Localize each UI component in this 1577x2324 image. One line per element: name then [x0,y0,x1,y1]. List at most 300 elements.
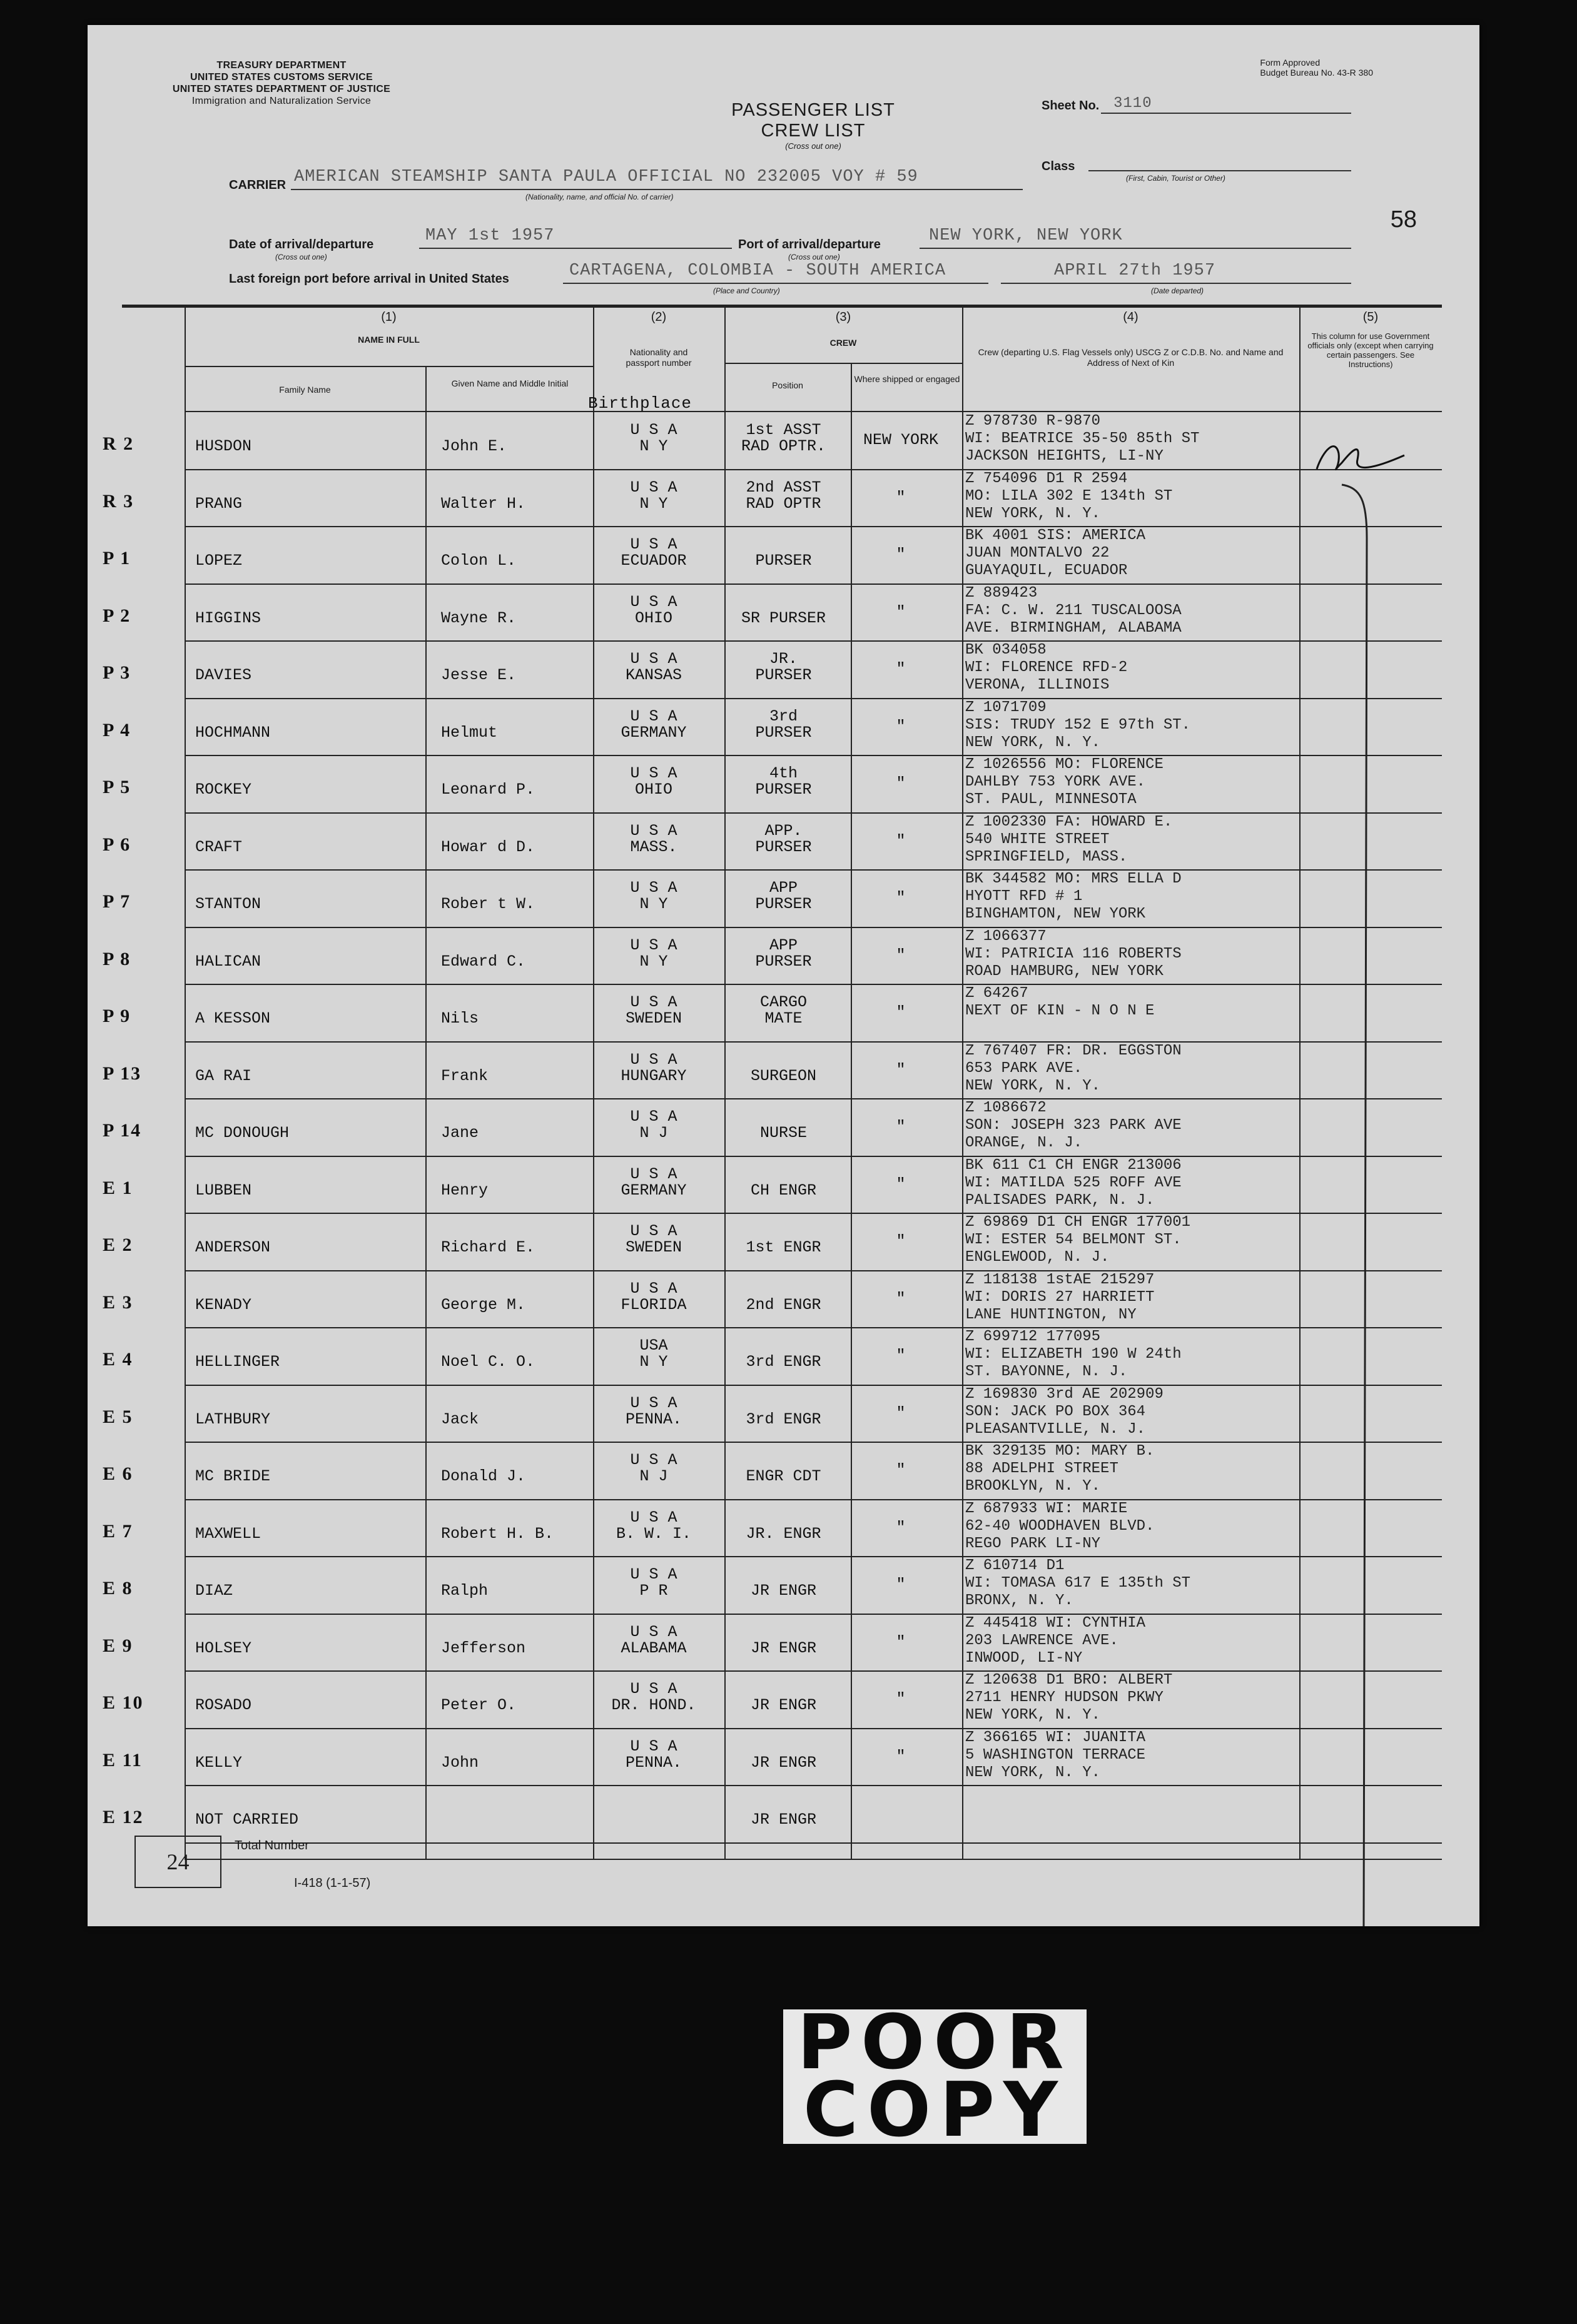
agency-header [138,59,425,107]
cell-kin2: WI: ESTER 54 BELMONT ST. [965,1231,1182,1248]
table-row [88,1043,1479,1100]
cell-ship: " [896,1175,906,1193]
title-crew-list: CREW LIST [761,121,866,141]
cell-given: Jack [441,1410,479,1428]
table-row [88,470,1479,528]
port-value: NEW YORK, NEW YORK [929,226,1123,245]
cell-pos2: NURSE [759,1124,807,1142]
cell-kin3: GUAYAQUIL, ECUADOR [965,562,1128,579]
cell-kin1: Z 1071709 [965,699,1047,716]
row-divider [185,1842,1442,1844]
table-row [88,1557,1479,1615]
date-label: Date of arrival/departure [229,238,374,251]
cell-code: E 7 [103,1520,133,1542]
cell-nat1: U S A [630,1565,677,1584]
cell-pos2: 3rd ENGR [746,1353,821,1371]
cell-given: Wayne R. [441,609,517,627]
cell-kin1: Z 889423 [965,584,1038,602]
table-row [88,1386,1479,1443]
family-name-header: Family Name [279,385,331,395]
cell-family: ANDERSON [195,1238,271,1256]
table-row [88,756,1479,814]
cell-nat2: KANSAS [625,666,682,684]
cell-pos1: 3rd [769,707,798,725]
cell-given: Howar d D. [441,837,535,856]
cell-nat2: N Y [639,1353,668,1371]
cell-nat2: HUNGARY [621,1066,687,1085]
cell-family: DIAZ [195,1582,233,1600]
table-row [88,1443,1479,1500]
cell-pos1: 1st ASST [746,421,821,439]
cell-pos2: JR ENGR [750,1753,817,1772]
cell-family: LOPEZ [195,552,243,570]
cell-given: Robert H. B. [441,1524,554,1543]
cell-ship: " [896,1632,906,1651]
cell-given: Noel C. O. [441,1353,535,1371]
cell-code: E 4 [103,1349,133,1370]
cell-given: Rober t W. [441,895,535,913]
cell-ship: " [896,1232,906,1250]
cell-kin1: Z 1026556 MO: FLORENCE [965,756,1164,773]
cell-given: Richard E. [441,1238,535,1256]
cell-nat1: U S A [630,478,677,497]
col2-title: Nationality and passport number [626,347,692,368]
cell-kin2: 88 ADELPHI STREET [965,1460,1118,1477]
cell-ship: " [896,1747,906,1766]
date-value: MAY 1st 1957 [425,226,555,245]
cell-code: P 13 [103,1063,142,1084]
col5-number: (5) [1362,310,1379,324]
cell-kin1: Z 978730 R-9870 [965,413,1101,430]
cell-code: E 3 [103,1291,133,1313]
cell-kin1: Z 767407 FR: DR. EGGSTON [965,1042,1182,1059]
cell-kin3: SPRINGFIELD, MASS. [965,848,1128,866]
name-subheader-rule [185,366,593,367]
cell-code: P 1 [103,548,131,568]
col4-number: (4) [1123,310,1138,324]
cell-given: Henry [441,1181,489,1200]
cell-kin1: Z 610714 D1 [965,1557,1065,1574]
cell-family: ROCKEY [195,781,252,799]
cell-kin2: SON: JOSEPH 323 PARK AVE [965,1117,1182,1134]
cell-given: John E. [441,437,507,455]
cell-code: P 4 [103,719,131,740]
given-name-header: Given Name and Middle Initial [451,378,569,388]
cell-kin2: WI: PATRICIA 116 ROBERTS [965,945,1182,962]
cell-given: Leonard P. [441,781,535,799]
cell-kin2: SON: JACK PO BOX 364 [965,1403,1146,1420]
cell-kin1: BK 034058 [965,642,1047,659]
col1-number: (1) [381,310,397,324]
cell-pos2: RAD OPTR [746,494,821,513]
cell-given: Ralph [441,1582,489,1600]
cell-nat2: P R [639,1582,668,1600]
col5-title: This column for use Government officials only (except when carrying certain passengers. See Instructions) [1307,331,1434,369]
cell-code: P 6 [103,834,131,855]
poor-copy-stamp [783,1999,1087,2154]
cell-kin2: MO: LILA 302 E 134th ST [965,487,1173,505]
cell-nat2: PENNA. [625,1410,682,1428]
agency-line-2: UNITED STATES CUSTOMS SERVICE [190,72,373,83]
cell-kin3: BROOKLYN, N. Y. [965,1478,1101,1495]
cell-given: Helmut [441,723,498,742]
cell-nat2: N Y [639,952,668,971]
cell-code: P 5 [103,777,131,797]
cell-given: John [441,1753,479,1772]
cell-pos2: 2nd ENGR [746,1295,821,1314]
cell-kin3: BRONX, N. Y. [965,1592,1073,1609]
cell-kin1: Z 1086672 [965,1099,1047,1116]
cell-ship: " [896,717,906,735]
cell-code: E 2 [103,1235,133,1255]
cell-kin3: REGO PARK LI-NY [965,1535,1101,1552]
cell-pos1: CARGO [759,993,807,1011]
cell-pos2: 1st ENGR [746,1238,821,1256]
cell-nat1: U S A [630,1737,677,1756]
cell-ship: " [896,1518,906,1537]
table-row [88,1214,1479,1271]
class-caption: (First, Cabin, Tourist or Other) [1126,174,1225,183]
cell-kin2: FA: C. W. 211 TUSCALOOSA [965,602,1182,619]
table-top-rule [122,305,1442,308]
cell-kin2: WI: MATILDA 525 ROFF AVE [965,1174,1182,1191]
cell-kin2: WI: TOMASA 617 E 135th ST [965,1575,1191,1592]
cell-kin3: AVE. BIRMINGHAM, ALABAMA [965,619,1182,637]
cell-ship: " [896,602,906,621]
cell-nat2: OHIO [634,609,672,627]
cell-family: HUSDON [195,437,252,455]
cell-nat1: U S A [630,1108,677,1126]
cell-pos2: PURSER [755,895,812,913]
cell-pos2: 3rd ENGR [746,1410,821,1428]
cell-code: P 7 [103,891,131,912]
cell-kin3: VERONA, ILLINOIS [965,677,1110,694]
cell-nat2: B. W. I. [616,1524,692,1543]
table-row [88,642,1479,699]
cell-kin3: ST. PAUL, MINNESOTA [965,791,1137,808]
where-shipped-header: Where shipped or engaged [854,374,960,384]
cell-family: MAXWELL [195,1524,261,1543]
official-checkmark-icon [1304,425,1442,1926]
sheet-label: Sheet No. [1042,99,1100,113]
cell-given: Peter O. [441,1696,517,1714]
cell-kin3: ST. BAYONNE, N. J. [965,1363,1128,1380]
cell-kin1: BK 4001 SIS: AMERICA [965,527,1146,544]
cell-family: NOT CARRIED [195,1811,299,1829]
cell-ship: " [896,660,906,678]
cell-kin1: Z 699712 177095 [965,1328,1101,1345]
cell-code: P 8 [103,948,131,969]
class-label: Class [1042,159,1075,173]
table-row [88,1672,1479,1729]
cell-ship: " [896,831,906,850]
departed-caption: (Date departed) [1151,286,1204,295]
cell-ship: " [896,889,906,907]
cell-family: HIGGINS [195,609,261,627]
cell-kin2: HYOTT RFD # 1 [965,888,1083,905]
cell-family: DAVIES [195,666,252,684]
cell-kin1: BK 344582 MO: MRS ELLA D [965,871,1182,887]
cell-pos2: PURSER [755,952,812,971]
cell-kin2: 540 WHITE STREET [965,831,1110,848]
table-row [88,1500,1479,1558]
cell-nat1: U S A [630,993,677,1011]
cell-kin2: 62-40 WOODHAVEN BLVD. [965,1517,1155,1535]
cell-kin1: BK 329135 MO: MARY B. [965,1443,1155,1460]
cell-family: CRAFT [195,837,243,856]
cell-kin1: Z 118138 1stAE 215297 [965,1271,1155,1288]
cell-family: GA RAI [195,1066,252,1085]
cell-kin1: Z 120638 D1 BRO: ALBERT [965,1672,1173,1689]
cell-kin3: ENGLEWOOD, N. J. [965,1249,1110,1266]
col2-number: (2) [651,310,667,324]
cell-code: E 11 [103,1749,143,1771]
cell-family: HOCHMANN [195,723,271,742]
cell-nat1: U S A [630,421,677,439]
cell-pos1: APP [769,879,798,897]
cell-ship: " [896,1690,906,1708]
carrier-value: AMERICAN STEAMSHIP SANTA PAULA OFFICIAL NO 232005 VOY # 59 [294,168,918,186]
table-row [88,985,1479,1043]
cell-nat1: U S A [630,592,677,611]
crew-subheader-rule [724,363,962,364]
cell-given: Frank [441,1066,489,1085]
cell-kin2: JUAN MONTALVO 22 [965,545,1110,562]
cell-kin1: Z 1002330 FA: HOWARD E. [965,813,1173,831]
cell-code: E 9 [103,1635,133,1656]
port-label: Port of arrival/departure [738,238,881,251]
cell-nat2: N Y [639,895,668,913]
cell-kin2: DAHLBY 753 YORK AVE. [965,774,1146,791]
cell-nat1: U S A [630,1680,677,1698]
table-row [88,1786,1479,1844]
cell-given: Edward C. [441,952,526,971]
cell-code: E 8 [103,1578,133,1599]
cell-pos1: JR. [769,650,798,668]
cell-nat1: U S A [630,764,677,782]
table-row [88,413,1479,470]
table-bottom-rule [185,1859,1442,1860]
cell-nat1: USA [639,1336,668,1355]
cell-nat2: N J [639,1467,668,1485]
cell-nat1: U S A [630,535,677,553]
cell-kin1: Z 687933 WI: MARIE [965,1500,1128,1517]
form-approval [1260,58,1373,78]
cell-nat2: OHIO [634,781,672,799]
table-row [88,928,1479,986]
cell-pos2: PURSER [755,723,812,742]
cell-nat2: GERMANY [621,723,687,742]
cell-nat2: GERMANY [621,1181,687,1200]
cell-nat1: U S A [630,1622,677,1641]
cell-kin3: NEW YORK, N. Y. [965,734,1101,751]
cell-code: P 2 [103,605,131,626]
budget-bureau-text: Budget Bureau No. 43-R 380 [1260,68,1373,78]
col1-title: NAME IN FULL [358,335,420,345]
cell-family: A KESSON [195,1009,271,1028]
cell-kin1: Z 366165 WI: JUANITA [965,1729,1146,1746]
cell-nat2: MASS. [630,837,677,856]
table-row [88,1729,1479,1787]
cell-kin3: NEW YORK, N. Y. [965,1764,1101,1781]
table-row [88,814,1479,871]
cell-kin1: Z 754096 D1 R 2594 [965,470,1128,487]
cell-family: STANTON [195,895,261,913]
cell-given: Jane [441,1124,479,1142]
cell-code: P 3 [103,662,131,683]
cell-ship: " [896,1060,906,1079]
cell-kin2: 203 LAWRENCE AVE. [965,1632,1118,1649]
cell-ship: " [896,1403,906,1422]
cell-kin2: NEXT OF KIN - N O N E [965,1003,1155,1019]
cell-family: LUBBEN [195,1181,252,1200]
cell-nat1: U S A [630,879,677,897]
cell-kin3: ROAD HAMBURG, NEW YORK [965,962,1164,980]
cell-kin2: WI: BEATRICE 35-50 85th ST [965,430,1200,447]
cell-family: KELLY [195,1753,243,1772]
cell-kin2: WI: FLORENCE RFD-2 [965,659,1128,676]
cell-kin3: NEW YORK, N. Y. [965,505,1101,522]
table-row [88,699,1479,757]
cell-nat1: U S A [630,650,677,668]
cell-kin2: SIS: TRUDY 152 E 97th ST. [965,716,1191,734]
cell-given: Donald J. [441,1467,526,1485]
last-port-caption: (Place and Country) [713,286,780,295]
cell-nat1: U S A [630,1279,677,1298]
cell-kin3: BINGHAMTON, NEW YORK [965,906,1146,922]
cell-pos2: JR ENGR [750,1811,817,1829]
cell-family: HELLINGER [195,1353,280,1371]
cell-pos2: PURSER [755,552,812,570]
table-row [88,1099,1479,1157]
cell-nat1: U S A [630,707,677,725]
last-port-value: CARTAGENA, COLOMBIA - SOUTH AMERICA [569,261,946,280]
cell-ship: " [896,545,906,563]
port-caption: (Cross out one) [788,253,840,261]
cell-code: E 1 [103,1177,133,1198]
port-rule [920,248,1351,249]
cell-code: P 9 [103,1006,131,1026]
cell-nat1: U S A [630,936,677,954]
sheet-rule [1101,113,1351,114]
carrier-caption: (Nationality, name, and official No. of carrier) [525,193,674,201]
table-row [88,1157,1479,1215]
cell-pos1: 2nd ASST [746,478,821,497]
cell-pos2: RAD OPTR. [741,437,826,455]
cell-pos2: ENGR CDT [746,1467,821,1485]
cell-pos2: PURSER [755,837,812,856]
total-number-label: Total Number [235,1839,309,1852]
cell-family: PRANG [195,494,243,513]
cell-pos1: APP [769,936,798,954]
form-title [676,100,951,151]
cell-kin3: INWOOD, LI-NY [965,1649,1083,1667]
cell-ship: " [896,1289,906,1308]
cell-family: HALICAN [195,952,261,971]
cell-ship: " [896,1461,906,1479]
table-row [88,585,1479,642]
cell-kin1: Z 64267 [965,985,1028,1002]
cell-nat2: FLORIDA [621,1295,687,1314]
cell-nat1: U S A [630,1508,677,1527]
cell-ship: " [896,1346,906,1365]
cell-nat1: U S A [630,1222,677,1240]
table-row [88,871,1479,928]
cell-ship: " [896,774,906,792]
cell-pos2: JR ENGR [750,1696,817,1714]
cell-ship: " [896,1575,906,1594]
cell-nat2: DR. HOND. [611,1696,696,1714]
cell-pos2: JR ENGR [750,1582,817,1600]
agency-line-3: UNITED STATES DEPARTMENT OF JUSTICE [172,84,391,94]
agency-line-4: Immigration and Naturalization Service [191,96,372,106]
cell-nat2: N J [639,1124,668,1142]
departed-rule [1001,283,1351,284]
cell-nat2: ECUADOR [621,552,687,570]
cell-code: R 3 [103,490,134,512]
cell-nat1: U S A [630,1165,677,1183]
total-number-box: 24 [134,1836,221,1888]
cell-family: KENADY [195,1295,252,1314]
cell-kin3: ORANGE, N. J. [965,1134,1083,1151]
cell-pos1: APP. [764,821,803,840]
stamp-line-2: COPY [803,2067,1067,2154]
cell-code: P 14 [103,1120,142,1141]
cell-nat1: U S A [630,1451,677,1469]
carrier-rule [291,189,1023,190]
cell-given: Nils [441,1009,479,1028]
position-header: Position [772,380,803,390]
cell-code: R 2 [103,433,134,454]
cell-nat2: SWEDEN [625,1238,682,1256]
cell-kin3: LANE HUNTINGTON, NY [965,1306,1137,1323]
col4-title: Crew (departing U.S. Flag Vessels only) USCG Z or C.D.B. No. and Name and Address of Next of Kin [978,347,1284,368]
cell-kin3: NEW YORK, N. Y. [965,1707,1101,1724]
form-number: I-418 (1-1-57) [294,1876,371,1890]
col3-title: CREW [829,338,857,348]
cell-family: LATHBURY [195,1410,271,1428]
table-row [88,1271,1479,1329]
cell-code: E 6 [103,1463,133,1484]
cell-given: Walter H. [441,494,526,513]
cell-pos2: PURSER [755,781,812,799]
title-passenger-list: PASSENGER LIST [731,100,895,120]
cell-given: George M. [441,1295,526,1314]
cell-kin2: 5 WASHINGTON TERRACE [965,1746,1146,1764]
cell-ship: " [896,946,906,964]
cell-ship: " [896,1003,906,1021]
cell-nat1: U S A [630,821,677,840]
header-bottom-rule [185,411,1442,412]
stamp-line-1: POOR [797,1999,1073,2086]
cell-ship: " [896,1118,906,1136]
cell-code: E 10 [103,1692,144,1713]
date-caption: (Cross out one) [275,253,327,261]
cell-kin3: NEW YORK, N. Y. [965,1077,1101,1094]
cell-kin1: Z 445418 WI: CYNTHIA [965,1614,1146,1632]
last-port-label: Last foreign port before arrival in United States [229,272,509,286]
table-row [88,1328,1479,1386]
cell-code: E 5 [103,1406,133,1427]
cell-nat2: ALABAMA [621,1639,687,1657]
table-row [88,527,1479,585]
cell-kin1: Z 169830 3rd AE 202909 [965,1385,1164,1403]
cell-pos2: JR ENGR [750,1639,817,1657]
cell-pos2: CH ENGR [750,1181,817,1200]
class-rule [1088,170,1351,171]
carrier-label: CARRIER [229,178,286,192]
cell-nat1: U S A [630,1393,677,1412]
